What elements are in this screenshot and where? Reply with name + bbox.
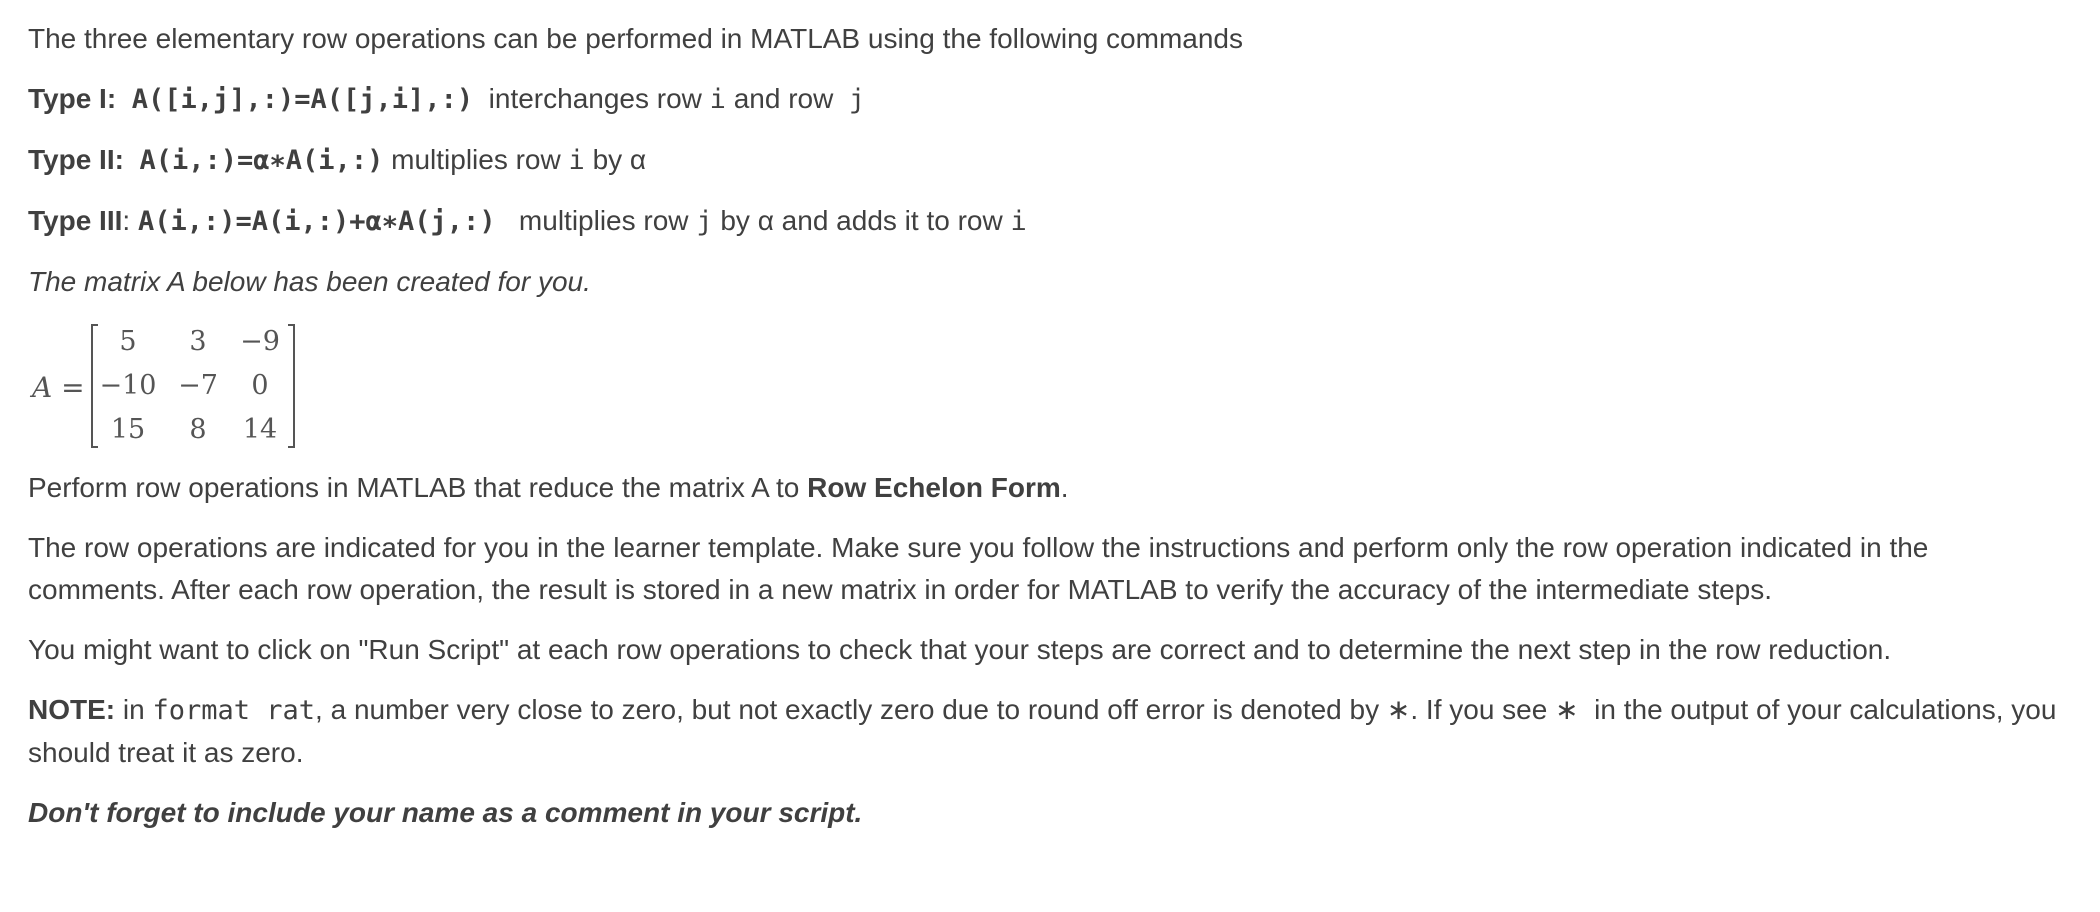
matrix-equals: =: [61, 371, 85, 404]
note-text-c: . If you see: [1410, 694, 1548, 725]
note-text-b: , a number very close to zero, but not exactly zero due to round off error is denoted by: [315, 694, 1380, 725]
type-one-var-i: i: [709, 84, 726, 115]
note-paragraph: [28, 689, 2068, 774]
type-two-text-b: by α: [592, 144, 647, 175]
type-two-paragraph: [28, 139, 2068, 182]
type-two-text-a: multiplies row: [391, 144, 561, 175]
type-two-var-i: i: [568, 145, 585, 176]
type-three-colon: :: [122, 205, 131, 236]
intro-paragraph: [28, 18, 2068, 60]
matrix-cell-r1-c1: 5: [119, 326, 137, 357]
run-script-tip-paragraph: [28, 629, 2068, 671]
type-three-text-a: multiplies row: [518, 205, 689, 236]
matrix-cell-r3-c2: 8: [189, 414, 207, 445]
perform-text: Perform row operations in MATLAB that reduce the matrix A to: [28, 472, 800, 503]
type-one-label: Type I:: [28, 83, 117, 114]
note-symbol-2: ∗: [1555, 694, 1579, 725]
matrix-cell-r1-c3: −9: [240, 326, 280, 357]
matrix-display: [28, 321, 2068, 453]
matrix-intro: [28, 261, 2068, 303]
type-one-var-j: j: [848, 84, 866, 115]
matrix-cell-r1-c2: 3: [189, 326, 207, 357]
reminder-paragraph: [28, 792, 2068, 834]
type-three-var-i: i: [1010, 206, 1027, 237]
matrix-cell-r2-c3: 0: [251, 370, 269, 401]
note-format-code: format rat: [152, 695, 316, 726]
problem-statement: [28, 18, 2068, 852]
matrix-cell-r3-c1: 15: [110, 414, 146, 445]
row-echelon-form-term: Row Echelon Form: [807, 472, 1061, 503]
type-one-code: A([i,j],:)=A([j,i],:): [131, 84, 474, 115]
matrix-cell-r2-c2: −7: [178, 370, 218, 401]
matrix-cell-r3-c3: 14: [242, 414, 278, 445]
type-one-text-b: and row: [733, 83, 834, 114]
type-one-text-a: interchanges row: [488, 83, 702, 114]
run-script-tip-text: You might want to click on "Run Script" at each row operations to check that your steps are correct and to determine the next step in the row reduction.: [28, 634, 1892, 665]
matrix-cell-r2-c1: −10: [99, 370, 157, 401]
type-three-paragraph: [28, 200, 2068, 243]
perform-paragraph: [28, 467, 2068, 509]
matrix-name: A: [32, 371, 53, 404]
intro-text: The three elementary row operations can be performed in MATLAB using the following commands: [28, 23, 1243, 54]
type-three-label: Type III: [28, 205, 123, 236]
type-three-text-b: by α and adds it to row: [720, 205, 1003, 236]
matrix-intro-text: The matrix A below has been created for you.: [28, 266, 591, 297]
note-symbol: ∗: [1386, 694, 1411, 725]
type-two-label: Type II:: [28, 144, 124, 175]
note-text-d: in the output of your calculations, you should treat it as zero.: [28, 694, 2057, 768]
type-three-var-j: j: [696, 206, 713, 237]
template-instructions-text: The row operations are indicated for you in the learner template. Make sure you follow the instructions and perform only the row operation indicated in the comments. After each row operation, the result is stored in a new matrix in order for MATLAB to verify the accuracy of the intermediate steps.: [28, 532, 1929, 605]
type-three-code: A(i,:)=A(i,:)+α∗A(j,:): [137, 206, 496, 237]
template-instructions-paragraph: [28, 527, 2068, 611]
note-label: NOTE:: [28, 694, 116, 725]
reminder-text: Don't forget to include your name as a comment in your script.: [28, 797, 863, 828]
type-two-code: A(i,:)=α∗A(i,:): [139, 145, 384, 176]
type-one-paragraph: [28, 78, 2068, 121]
note-text-a: in: [122, 694, 145, 725]
perform-end: .: [1060, 472, 1069, 503]
